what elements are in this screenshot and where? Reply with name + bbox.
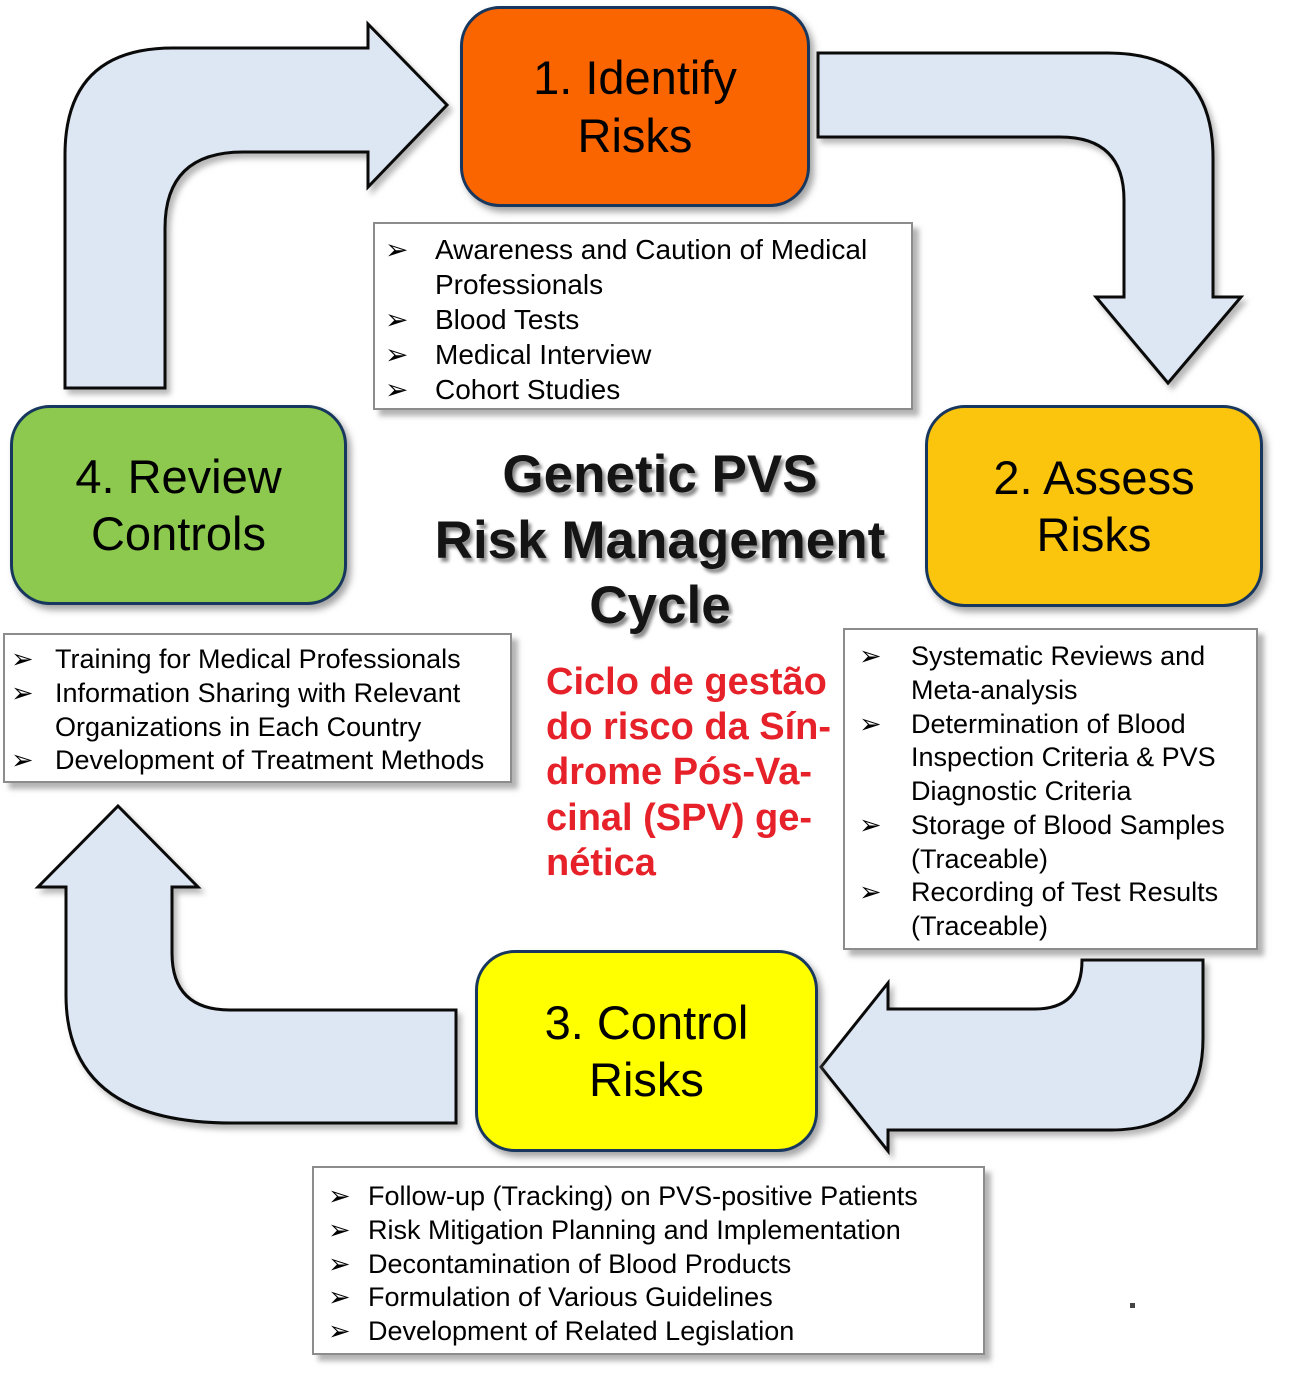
arrow-bullet-icon: ➢: [328, 1181, 351, 1211]
list-item: [845, 809, 1252, 877]
list-item-text: Development of Treatment Methods: [55, 745, 485, 776]
list-item-text: Decontamination of Blood Products: [368, 1248, 792, 1279]
list-item: [314, 1315, 979, 1349]
arrow-bullet-icon: ➢: [385, 234, 409, 265]
list-item: [5, 677, 506, 745]
identify-risks-list: [375, 232, 905, 407]
diagram-subtitle-portuguese: [546, 660, 831, 886]
review-controls-note: [3, 633, 512, 783]
diagram-title-line: Cycle: [589, 576, 731, 636]
arrow-assess-to-control: [821, 960, 1203, 1151]
stage-label-line: 2. Assess: [993, 450, 1195, 504]
arrow-bullet-icon: ➢: [859, 877, 882, 908]
arrow-bullet-icon: ➢: [385, 304, 409, 335]
list-item: [375, 302, 905, 337]
list-item: [845, 708, 1252, 809]
control-risks-note: [312, 1166, 985, 1355]
assess-risks-note: [843, 628, 1258, 950]
control-risks-list: [314, 1180, 979, 1349]
stage-label-line: Risks: [589, 1053, 704, 1106]
list-item: [5, 744, 506, 778]
stage-label-line: Risks: [577, 108, 693, 162]
stage-box-assess-risks: [925, 405, 1263, 607]
diagram-title-line: Risk Management: [434, 510, 886, 570]
list-item: [314, 1248, 979, 1282]
list-item: [314, 1180, 979, 1214]
list-item-text: Storage of Blood Samples (Traceable): [911, 809, 1225, 874]
arrow-bullet-icon: ➢: [328, 1214, 351, 1245]
arrow-bullet-icon: ➢: [328, 1248, 351, 1279]
subtitle-line: nética: [546, 841, 656, 884]
assess-risks-list: [845, 640, 1252, 944]
list-item-text: Blood Tests: [435, 304, 580, 335]
list-item: [845, 876, 1252, 944]
list-item-text: Cohort Studies: [435, 374, 621, 405]
arrow-bullet-icon: ➢: [11, 745, 34, 776]
list-item: [845, 640, 1252, 708]
arrow-bullet-icon: ➢: [859, 809, 882, 840]
stage-label-line: 3. Control: [544, 995, 749, 1049]
stage-label-line: Controls: [90, 507, 266, 560]
arrow-bullet-icon: ➢: [11, 677, 34, 708]
subtitle-line: Ciclo de gestão: [546, 661, 827, 703]
arrow-bullet-icon: ➢: [385, 374, 409, 405]
subtitle-line: do risco da Sín-: [546, 706, 832, 749]
list-item-text: Formulation of Various Guidelines: [368, 1282, 773, 1313]
arrow-bullet-icon: ➢: [11, 644, 34, 674]
list-item: [314, 1214, 979, 1248]
list-item: [5, 643, 506, 677]
list-item: [375, 337, 905, 372]
list-item-text: Risk Mitigation Planning and Implementation: [368, 1214, 901, 1245]
arrow-bullet-icon: ➢: [859, 708, 882, 739]
list-item-text: Recording of Test Results (Traceable): [911, 877, 1219, 941]
arrow-bullet-icon: ➢: [328, 1316, 351, 1346]
arrow-bullet-icon: ➢: [328, 1282, 351, 1313]
identify-risks-note: [373, 222, 913, 410]
arrow-bullet-icon: ➢: [385, 339, 409, 370]
list-item-text: Information Sharing with Relevant Organizations in Each Country: [55, 677, 461, 742]
dot-artifact: [1130, 1303, 1135, 1308]
stage-box-control-risks: [475, 950, 818, 1152]
diagram-title-line: Genetic PVS: [502, 445, 818, 504]
list-item-text: Medical Interview: [435, 339, 652, 370]
arrow-bullet-icon: ➢: [859, 641, 882, 671]
stage-label-line: 1. Identify: [533, 51, 737, 105]
subtitle-line: cinal (SPV) ge-: [546, 796, 813, 839]
subtitle-line: drome Pós-Va-: [546, 751, 813, 794]
list-item: [314, 1281, 979, 1315]
list-item-text: Determination of Blood Inspection Criteria & PVS Diagnostic Criteria: [911, 708, 1216, 806]
stage-label-line: 4. Review: [75, 449, 282, 503]
list-item-text: Development of Related Legislation: [368, 1316, 795, 1346]
diagram-title: [385, 442, 935, 639]
stage-box-identify-risks: [460, 6, 810, 207]
list-item-text: Follow-up (Tracking) on PVS-positive Patients: [368, 1181, 918, 1211]
list-item-text: Systematic Reviews and Meta-analysis: [911, 641, 1206, 705]
list-item: [375, 232, 905, 302]
review-controls-list: [5, 643, 506, 778]
list-item-text: Training for Medical Professionals: [55, 644, 461, 674]
stage-label-line: Risks: [1036, 508, 1152, 561]
arrow-control-to-review: [38, 806, 456, 1123]
stage-box-review-controls: [10, 405, 347, 605]
list-item-text: Awareness and Caution of Medical Professionals: [435, 234, 868, 300]
list-item: [375, 372, 905, 407]
